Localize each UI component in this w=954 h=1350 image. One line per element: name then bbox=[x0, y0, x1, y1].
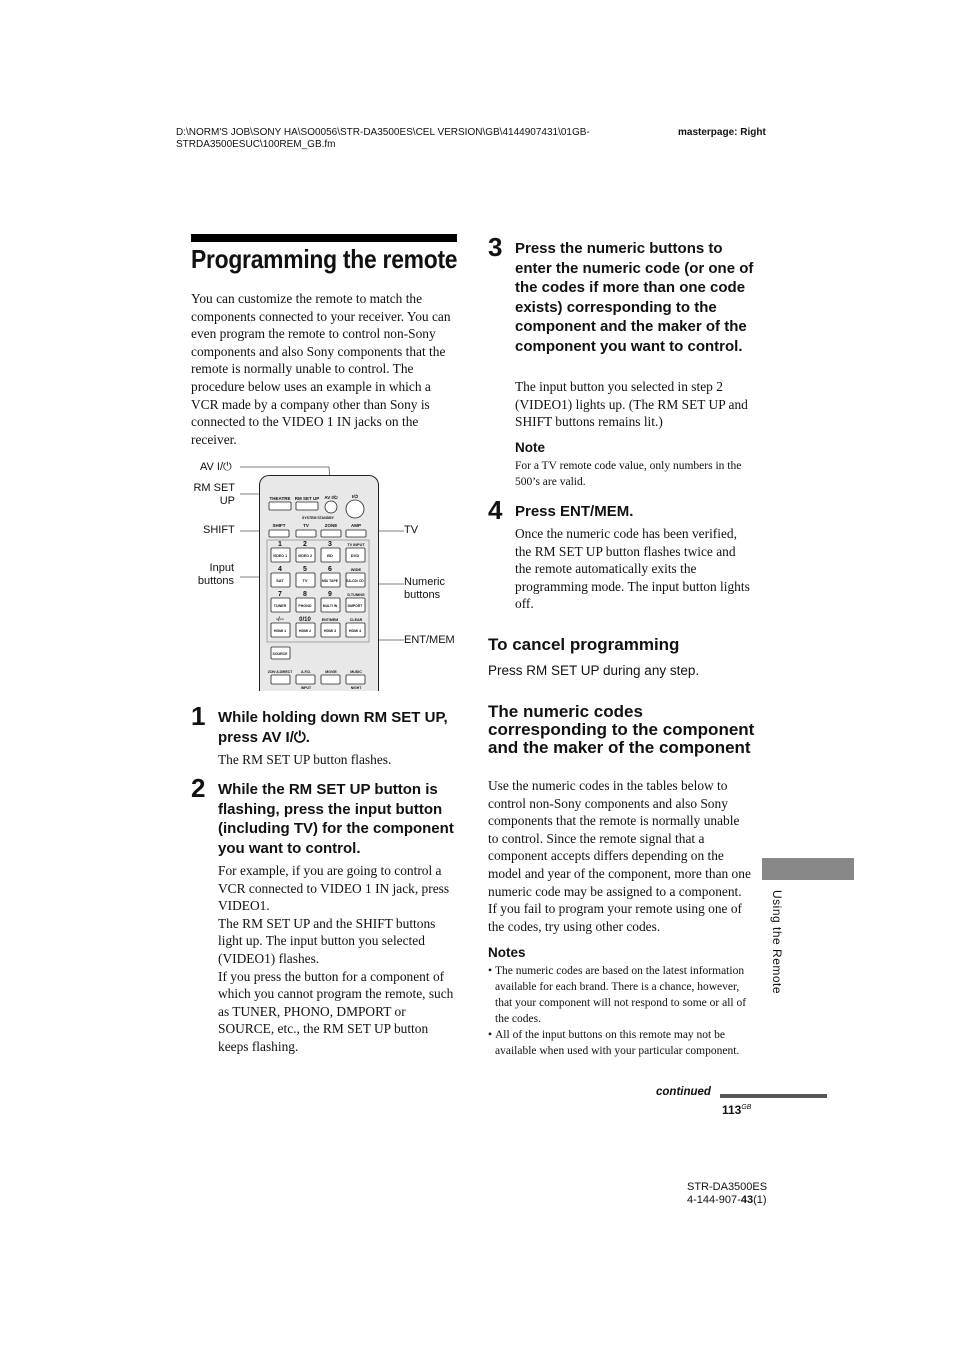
step-3-number: 3 bbox=[488, 232, 503, 262]
remote-btn-hdmi2: HDMI 2 bbox=[298, 629, 312, 633]
remote-text-power: I/⏻ bbox=[351, 494, 359, 499]
remote-num-7: 7 bbox=[278, 591, 282, 598]
remote-num-0: 0/10 bbox=[299, 617, 311, 623]
step-2-body bbox=[218, 862, 458, 1056]
continued-rule bbox=[720, 1094, 827, 1098]
remote-text-2ch: 2CH/ A.DIRECT bbox=[267, 670, 293, 674]
remote-text-theatre: THEATRE bbox=[269, 496, 291, 501]
remote-text-standby: SYSTEM STANDBY bbox=[301, 516, 335, 520]
label-numeric-buttons: Numeric buttons bbox=[404, 576, 445, 601]
remote-text-afd: A.F.D. bbox=[301, 670, 311, 674]
remote-num-6: 6 bbox=[328, 566, 332, 573]
remote-buttons bbox=[260, 476, 378, 691]
remote-btn-mdtape: MD/ TAPE bbox=[322, 579, 338, 583]
file-path-line-2: STRDA3500ESUC\100REM_GB.fm bbox=[176, 139, 336, 150]
remote-btn-dmport: DMPORT bbox=[347, 604, 363, 608]
codes-notes-heading: Notes bbox=[488, 945, 526, 960]
step-1-heading: While holding down RM SET UP, press AV I/⏻. bbox=[218, 709, 448, 746]
remote-control-illustration bbox=[259, 475, 379, 691]
remote-num-1: 1 bbox=[278, 541, 282, 548]
remote-btn-bd: BD bbox=[327, 553, 333, 558]
remote-text-av: AV I/⏻ bbox=[324, 495, 338, 500]
label-shift: SHIFT bbox=[203, 524, 235, 536]
remote-btn-sat: SAT bbox=[276, 578, 284, 583]
remote-text-tv: TV bbox=[303, 523, 309, 528]
step-3-heading: Press the numeric buttons to enter the numeric code (or one of the codes if more than one code exists) corresponding to the component and the maker of the component you want to control. bbox=[515, 240, 754, 355]
remote-btn-hdmi4: HDMI 4 bbox=[348, 629, 362, 633]
remote-btn-hdmi1: HDMI 1 bbox=[273, 629, 287, 633]
remote-num-3: 3 bbox=[328, 541, 332, 548]
remote-btn-tv: TV bbox=[302, 578, 308, 583]
codes-body: Use the numeric codes in the tables below to control non-Sony components and also Sony components that the remote is normally unable to control. Since the remote signal that a component accepts differs depending on the model and year of the component, more than one numeric code may be assigned to a component. If you fail to program your remote using one of the codes, try using other codes. bbox=[488, 778, 751, 934]
remote-btn-source: SOURCE bbox=[272, 652, 288, 656]
codes-notes-list bbox=[488, 963, 752, 1059]
remote-btn-phono: PHONO bbox=[298, 604, 312, 608]
step-4-body: Once the numeric code has been verified, the RM SET UP button flashes twice and the remote automatically exits the programming mode. The input button lights off. bbox=[515, 526, 750, 612]
footer-code-bold: 43 bbox=[740, 1194, 754, 1206]
remote-text-movie: MOVIE bbox=[325, 670, 337, 674]
footer-model-code bbox=[687, 1181, 767, 1207]
list-item: • All of the input buttons on this remote may not be available when used with your particular component. bbox=[488, 1027, 752, 1059]
remote-btn-dvd: DVD bbox=[350, 553, 360, 558]
step-2-number: 2 bbox=[191, 773, 206, 803]
remote-text-input: INPUT bbox=[300, 686, 312, 690]
remote-btn-sacd: SA-CD/ CD bbox=[346, 579, 364, 583]
remote-text-rmsetup: RM SET UP bbox=[294, 496, 320, 501]
remote-text-night: NIGHT bbox=[350, 686, 362, 690]
remote-btn-hdmi3: HDMI 3 bbox=[323, 629, 337, 633]
cancel-body: Press RM SET UP during any step. bbox=[488, 663, 700, 678]
file-path-line-1: D:\NORM'S JOB\SONY HA\SO0056\STR-DA3500ES\CEL VERSION\GB\4144907431\01GB- bbox=[176, 127, 590, 138]
remote-text-tvinput: TV INPUT bbox=[347, 543, 365, 547]
page-number-suffix: GB bbox=[741, 1104, 752, 1111]
remote-num-2: 2 bbox=[303, 541, 307, 548]
cancel-heading: To cancel programming bbox=[488, 635, 680, 654]
step-4-number: 4 bbox=[488, 495, 503, 525]
remote-text-shift: SHIFT bbox=[272, 523, 286, 528]
page-title: Programming the remote bbox=[191, 244, 458, 274]
footer-code-prefix: 4-144-907- bbox=[687, 1194, 741, 1206]
label-av-power: AV I/⏻ bbox=[200, 461, 232, 473]
remote-btn-video2: VIDEO 2 bbox=[297, 554, 313, 558]
section-tab-label: Using the Remote bbox=[770, 890, 784, 995]
step-1-body: The RM SET UP button flashes. bbox=[218, 752, 392, 767]
page-number bbox=[722, 1103, 751, 1117]
intro-paragraph: You can customize the remote to match the components connected to your receiver. You can even program the remote to control non-Sony components and also Sony components that the remote is normally unable to control. The procedure below uses an example in which a VCR made by a company other than Sony is connected to the VIDEO 1 IN jacks on the receiver. bbox=[191, 291, 451, 447]
step-2-heading: While the RM SET UP button is flashing, press the input button (including TV) for the component you want to control. bbox=[218, 781, 454, 857]
codes-heading: The numeric codes corresponding to the component and the maker of the component bbox=[488, 702, 755, 757]
step-3-note: For a TV remote code value, only numbers in the 500’s are valid. bbox=[515, 460, 742, 488]
remote-btn-multiin: MULTI IN bbox=[322, 604, 338, 608]
label-input-buttons: Input buttons bbox=[197, 562, 234, 587]
step-3-body: The input button you selected in step 2 (VIDEO1) lights up. (The RM SET UP and SHIFT buttons remains lit.) bbox=[515, 379, 748, 430]
remote-num-5: 5 bbox=[303, 566, 307, 573]
page-number-value: 113 bbox=[722, 1103, 742, 1117]
remote-text-clear: CLEAR bbox=[349, 618, 363, 622]
section-tab bbox=[762, 858, 854, 880]
masterpage-label: masterpage: Right bbox=[678, 127, 766, 138]
step-1-number: 1 bbox=[191, 701, 206, 731]
remote-num-8: 8 bbox=[303, 591, 307, 598]
remote-text-wide: WIDE bbox=[350, 567, 362, 572]
step-2-paragraph: If you press the button for a component of which you cannot program the remote, such as TUNER, PHONO, DMPORT or SOURCE, etc., the RM SET UP button keeps flashing. bbox=[218, 968, 454, 1054]
step-2-paragraph: For example, if you are going to control a VCR connected to VIDEO 1 IN jack, press VIDEO1. bbox=[218, 863, 450, 914]
step-3-note-heading: Note bbox=[515, 440, 545, 455]
remote-btn-tuner: TUNER bbox=[273, 604, 287, 608]
remote-num-9: 9 bbox=[328, 591, 332, 598]
label-tv: TV bbox=[404, 524, 419, 536]
footer-code-suffix: (1) bbox=[753, 1194, 767, 1206]
step-2-paragraph: The RM SET UP and the SHIFT buttons light up. The input button you selected (VIDEO1) flashes. bbox=[218, 915, 436, 966]
remote-text-dtuning: D.TUNING bbox=[347, 593, 365, 597]
remote-text-music: MUSIC bbox=[350, 670, 362, 674]
remote-btn-video1: VIDEO 1 bbox=[272, 554, 288, 558]
continued-label: continued bbox=[656, 1086, 711, 1098]
footer-model: STR-DA3500ES bbox=[687, 1181, 768, 1193]
remote-text-zone: ZONE bbox=[324, 523, 338, 528]
remote-text-amp: AMP bbox=[351, 523, 361, 528]
label-rm-set-up: RM SET UP bbox=[193, 482, 235, 507]
footer-code bbox=[687, 1194, 767, 1207]
remote-text-entmem: ENT/MEM bbox=[321, 618, 339, 622]
label-ent-mem: ENT/MEM bbox=[404, 634, 455, 646]
list-item: • The numeric codes are based on the latest information available for each brand. There is a chance, however, that your component will not respond to some or all of the codes. bbox=[488, 963, 752, 1027]
remote-num-4: 4 bbox=[278, 566, 282, 573]
step-4-heading: Press ENT/MEM. bbox=[515, 503, 634, 520]
remote-text-dash: -/-- bbox=[276, 617, 284, 623]
